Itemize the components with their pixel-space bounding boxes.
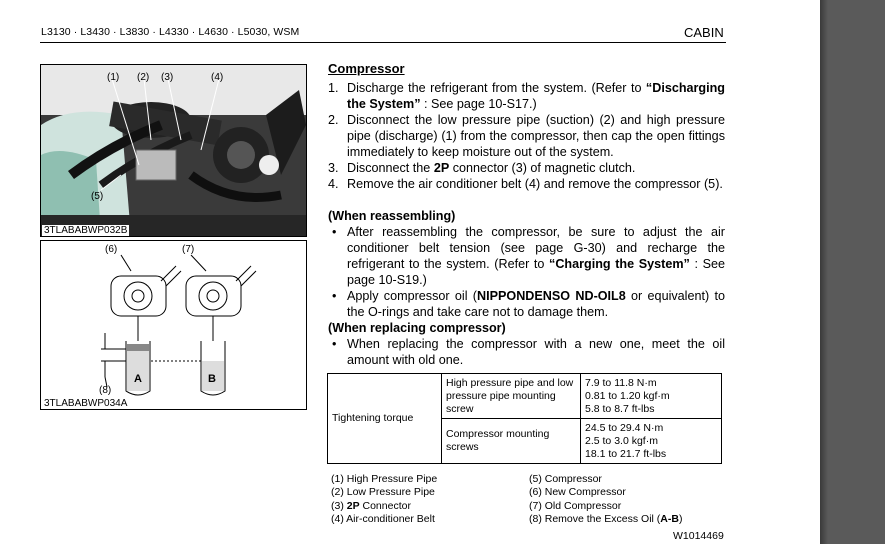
section-title: Compressor xyxy=(328,61,405,76)
callout-2: (2) xyxy=(137,72,150,83)
step-1: 1. Discharge the refrigerant from the system. (Refer to “Discharging the System” : See page 10-S17.) xyxy=(328,81,725,111)
header-rule xyxy=(40,42,726,43)
callout-4: (4) xyxy=(211,72,224,83)
callout-7: (7) xyxy=(182,244,195,255)
new-compressor-drawing xyxy=(111,266,181,341)
torque-table xyxy=(327,373,722,464)
torque-values: 7.9 to 11.8 N·m 0.81 to 1.20 kgf·m 5.8 to 8.7 ft-lbs xyxy=(581,374,722,419)
replacing-heading: (When replacing compressor) xyxy=(328,321,506,335)
torque-label: Tightening torque xyxy=(328,374,442,464)
engine-photo-figure xyxy=(40,64,307,237)
section-name: CABIN xyxy=(684,25,724,40)
page-shadow xyxy=(820,0,828,544)
container-b-label: B xyxy=(208,373,216,385)
torque-values: 24.5 to 29.4 N·m 2.5 to 3.0 kgf·m 18.1 to 21.7 ft-lbs xyxy=(581,419,722,464)
callout-3: (3) xyxy=(161,72,174,83)
step-3: 3. Disconnect the 2P connector (3) of magnetic clutch. xyxy=(328,161,636,175)
engine-photo xyxy=(41,65,306,236)
oil-diagram-figure xyxy=(40,240,307,410)
container-a-label: A xyxy=(134,373,142,385)
model-list: L3130 · L3430 · L3830 · L4330 · L4630 · L5030, WSM xyxy=(41,26,300,38)
oil-diagram xyxy=(41,241,306,409)
figure-code: 3TLABABWP032B xyxy=(44,225,128,236)
old-compressor-drawing xyxy=(186,266,256,341)
callout-8: (8) xyxy=(99,385,112,396)
legend-right: (5) Compressor (6) New Compressor (7) Old Compressor (8) Remove the Excess Oil (A-B) xyxy=(529,473,683,525)
torque-item: Compressor mounting screws xyxy=(442,419,581,464)
legend-left: (1) High Pressure Pipe (2) Low Pressure Pipe (3) 2P Connector (4) Air-conditioner Belt xyxy=(331,473,438,525)
torque-item: High pressure pipe and low pressure pipe mounting screw xyxy=(442,374,581,419)
reassembling-bullet-2: • Apply compressor oil (NIPPONDENSO ND-OIL8 or equivalent) to the O-rings and take care not to damage them. xyxy=(332,289,725,319)
callout-5: (5) xyxy=(91,191,104,202)
replacing-bullet-1: • When replacing the compressor with a new one, meet the oil amount with old one. xyxy=(332,337,725,367)
reassembling-bullet-1: • After reassembling the compressor, be sure to adjust the air conditioner belt tension (see page G-30) and recharge the refrigerant to the system. (Refer to “Charging the System” : See page 10-S19.) xyxy=(332,225,725,287)
reassembling-heading: (When reassembling) xyxy=(328,209,456,223)
step-4: 4. Remove the air conditioner belt (4) and remove the compressor (5). xyxy=(328,177,723,191)
callout-1: (1) xyxy=(107,72,120,83)
step-2: 2. Disconnect the low pressure pipe (suction) (2) and high pressure pipe (discharge) (1) from the compressor, then cap the open fittings immediately to keep moisture out of the system. xyxy=(328,113,725,159)
document-code: W1014469 xyxy=(673,530,724,542)
figure-code: 3TLABABWP034A xyxy=(44,398,128,409)
callout-6: (6) xyxy=(105,244,118,255)
